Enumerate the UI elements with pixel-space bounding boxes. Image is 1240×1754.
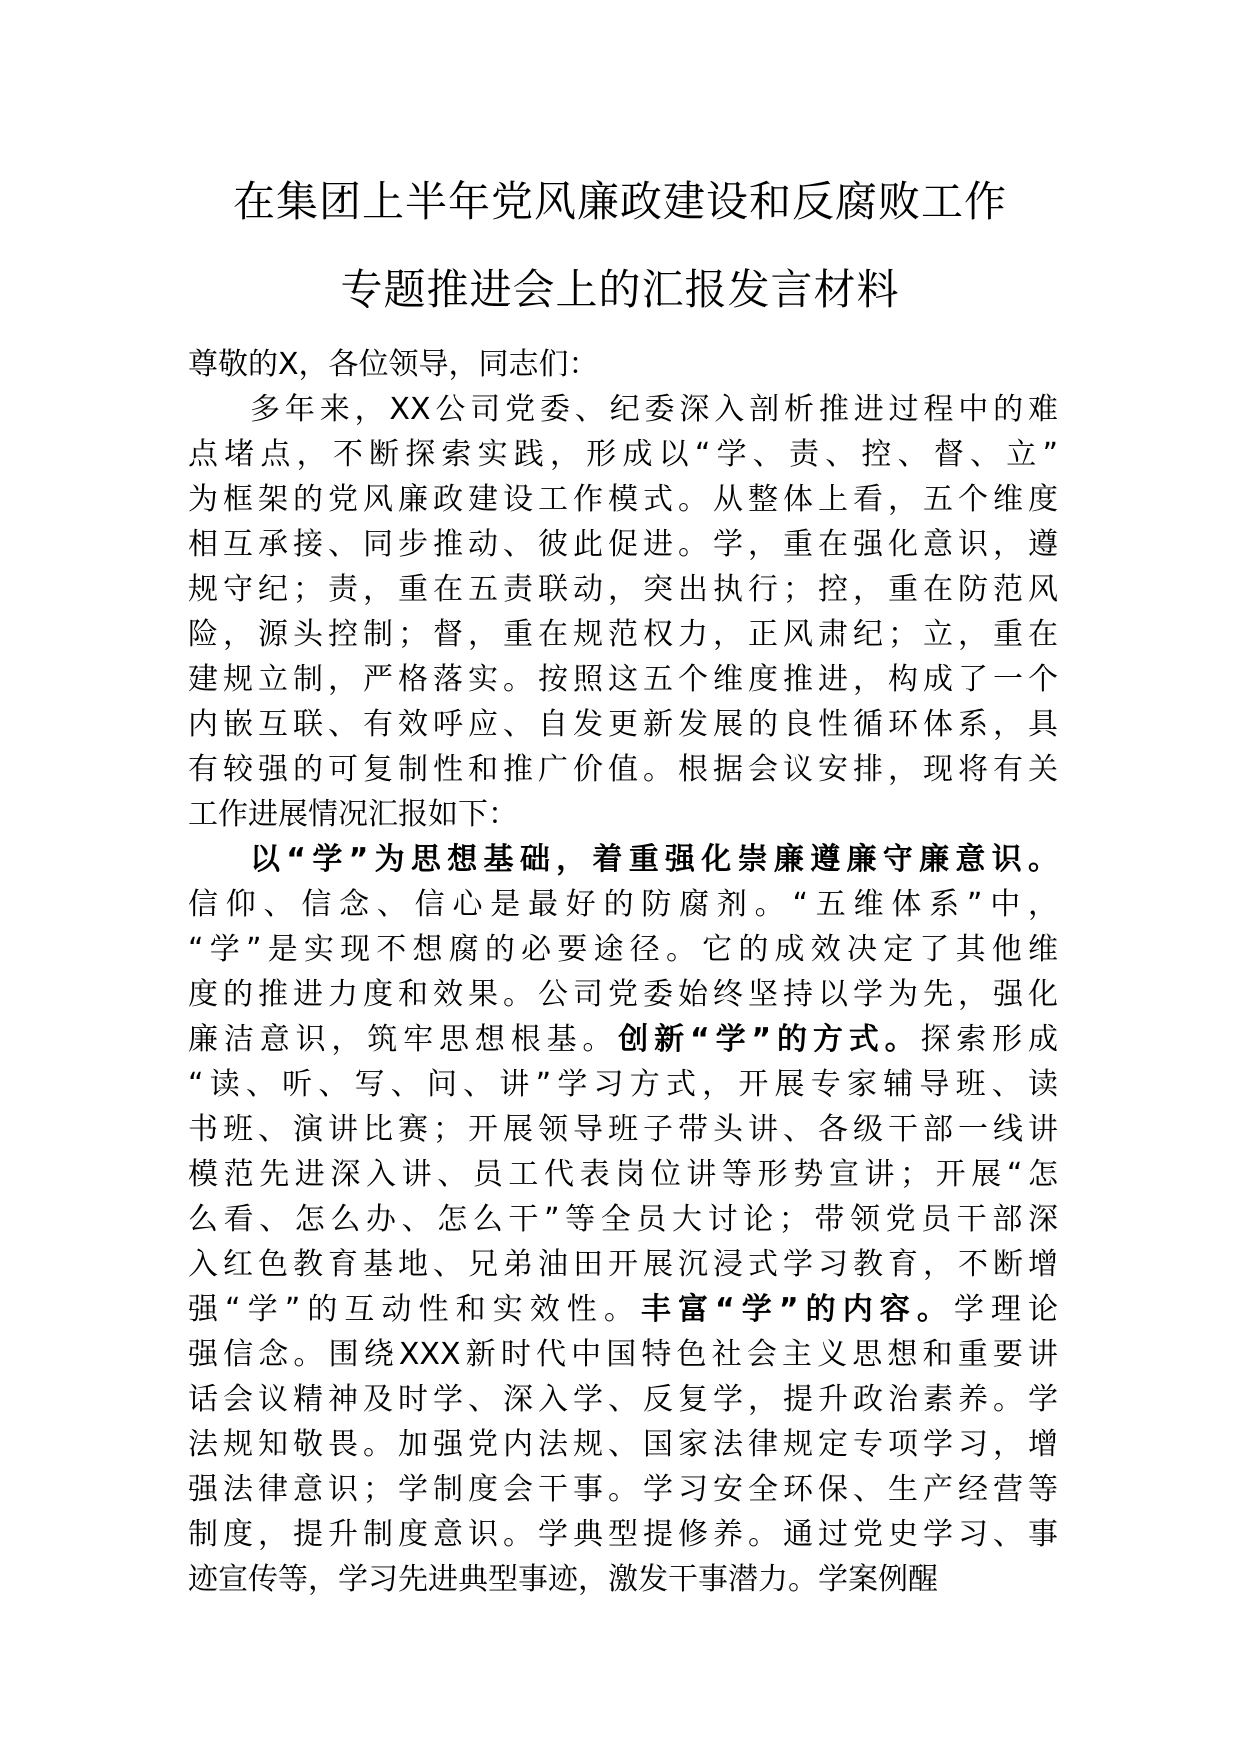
- body-line: [188, 342, 1058, 387]
- body-text-segment: 么看、怎么办、怎么干”等全员大讨论；带领党员干部深: [188, 1202, 1058, 1237]
- body-line: [188, 1287, 1058, 1332]
- body-line: [188, 522, 1058, 567]
- body-text-segment: 模范先进深入讲、员工代表岗位讲等形势宣讲；开展“怎: [188, 1157, 1058, 1192]
- body-line: [188, 612, 1058, 657]
- body-line: [188, 387, 1058, 432]
- body-text-segment: 探索形成: [920, 1022, 1059, 1057]
- body-line: [188, 1377, 1058, 1422]
- body-text-segment: 多年来，XX公司党委、纪委深入剖析推进过程中的难: [250, 392, 1058, 427]
- body-line: [188, 1197, 1058, 1242]
- body-line: [188, 972, 1058, 1017]
- document-title-line-2: 专题推进会上的汇报发言材料: [340, 265, 900, 314]
- body-text-segment: 强法律意识；学制度会干事。学习安全环保、生产经营等: [188, 1472, 1058, 1507]
- body-text-segment: 法规知敬畏。加强党内法规、国家法律规定专项学习，增: [188, 1427, 1058, 1462]
- body-text-segment: 险，源头控制；督，重在规范权力，正风肃纪；立，重在: [188, 617, 1058, 652]
- body-line: [188, 702, 1058, 747]
- body-text-segment: “学”是实现不想腐的必要途径。它的成效决定了其他维: [188, 932, 1058, 967]
- body-text-segment: 有较强的可复制性和推广价值。根据会议安排，现将有关: [188, 752, 1058, 787]
- body-line: [188, 1107, 1058, 1152]
- body-text-segment: 学理论: [953, 1292, 1058, 1327]
- body-line: [188, 567, 1058, 612]
- bold-heading-text: 丰富“学”的内容。: [640, 1292, 954, 1327]
- body-line: [188, 882, 1058, 927]
- body-text-segment: 迹宣传等，学习先进典型事迹，激发干事潜力。学案例醒: [188, 1562, 938, 1597]
- body-text-segment: 相互承接、同步推动、彼此促进。学，重在强化意识，遵: [188, 527, 1058, 562]
- body-line: [188, 747, 1058, 792]
- body-text-segment: 度的推进力度和效果。公司党委始终坚持以学为先，强化: [188, 977, 1058, 1012]
- body-line: [188, 792, 1058, 837]
- body-line: [188, 1467, 1058, 1512]
- body-line: [188, 1557, 1058, 1602]
- body-text-segment: 工作进展情况汇报如下：: [188, 797, 518, 832]
- body-line: [188, 657, 1058, 702]
- document-body: [188, 342, 1058, 1602]
- body-line: [188, 432, 1058, 477]
- body-line: [188, 927, 1058, 972]
- body-line: [188, 1152, 1058, 1197]
- body-line: [188, 1512, 1058, 1557]
- body-text-segment: 尊敬的X，各位领导，同志们：: [188, 347, 599, 382]
- body-text-segment: 点堵点，不断探索实践，形成以“学、责、控、督、立”: [188, 437, 1058, 472]
- body-line: [188, 837, 1058, 882]
- body-text-segment: 信仰、信念、信心是最好的防腐剂。“五维体系”中，: [188, 887, 1058, 922]
- body-text-segment: 为框架的党风廉政建设工作模式。从整体上看，五个维度: [188, 482, 1058, 517]
- document-title-line-1: 在集团上半年党风廉政建设和反腐败工作: [232, 177, 1007, 226]
- body-text-segment: 建规立制，严格落实。按照这五个维度推进，构成了一个: [188, 662, 1058, 697]
- body-line: [188, 477, 1058, 522]
- body-text-segment: 强“学”的互动性和实效性。: [188, 1292, 641, 1327]
- body-text-segment: 规守纪；责，重在五责联动，突出执行；控，重在防范风: [188, 572, 1058, 607]
- body-text-segment: 话会议精神及时学、深入学、反复学，提升政治素养。学: [188, 1382, 1058, 1417]
- bold-heading-text: 以“学”为思想基础，着重强化崇廉遵廉守廉意识。: [250, 842, 1058, 877]
- body-text-segment: 强信念。围绕XXX新时代中国特色社会主义思想和重要讲: [188, 1337, 1058, 1372]
- body-text-segment: 廉洁意识，筑牢思想根基。: [188, 1022, 619, 1057]
- body-text-segment: 入红色教育基地、兄弟油田开展沉浸式学习教育，不断增: [188, 1247, 1058, 1282]
- body-text-segment: 书班、演讲比赛；开展领导班子带头讲、各级干部一线讲: [188, 1112, 1058, 1147]
- body-line: [188, 1242, 1058, 1287]
- body-line: [188, 1062, 1058, 1107]
- body-line: [188, 1422, 1058, 1467]
- body-text-segment: “读、听、写、问、讲”学习方式，开展专家辅导班、读: [188, 1067, 1058, 1102]
- bold-heading-text: 创新“学”的方式。: [618, 1022, 921, 1057]
- body-line: [188, 1017, 1058, 1062]
- body-line: [188, 1332, 1058, 1377]
- body-text-segment: 内嵌互联、有效呼应、自发更新发展的良性循环体系，具: [188, 707, 1058, 742]
- body-text-segment: 制度，提升制度意识。学典型提修养。通过党史学习、事: [188, 1517, 1058, 1552]
